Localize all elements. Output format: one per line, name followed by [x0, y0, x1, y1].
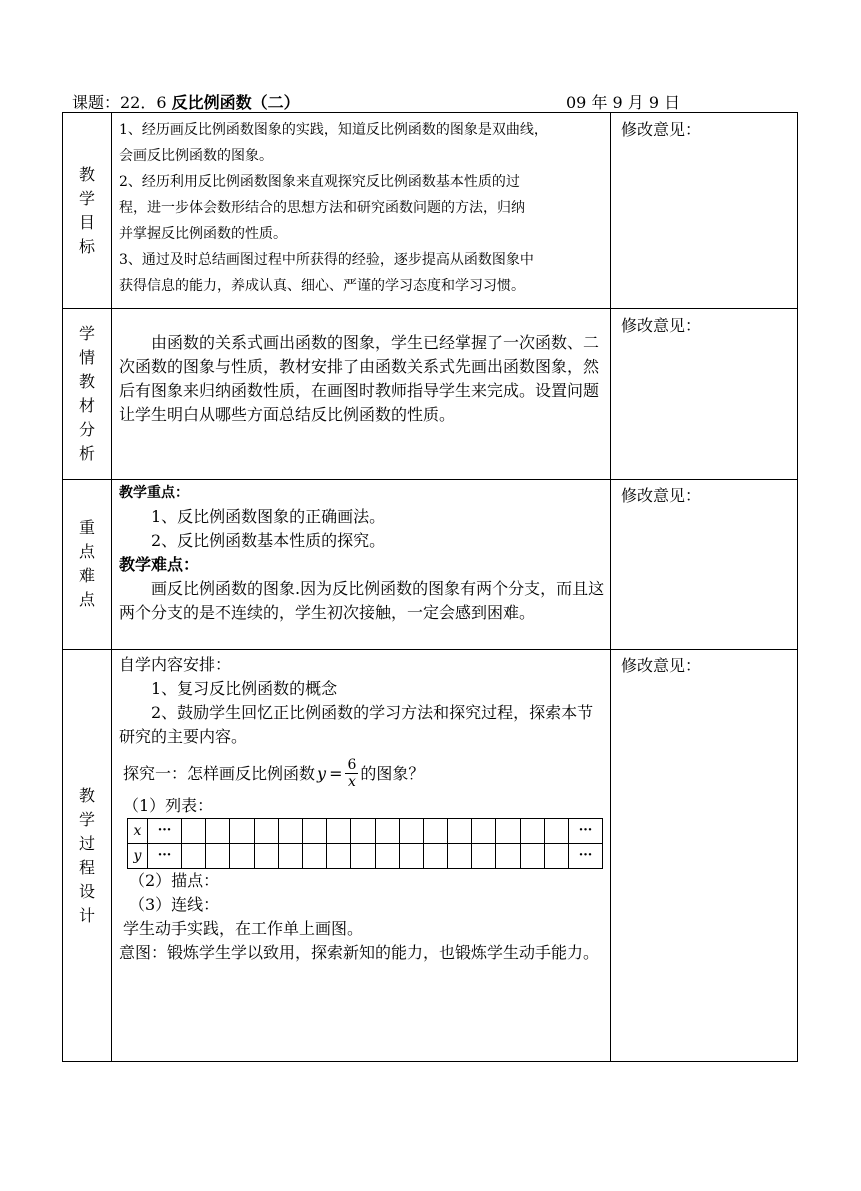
table-row-x	[128, 819, 603, 844]
comment-label-objectives: 修改意见：	[621, 120, 702, 139]
comment-label-key-points: 修改意见：	[621, 486, 702, 505]
table-row-y	[128, 844, 603, 869]
table-cell-x-label: x	[128, 819, 148, 844]
process-item: 1、复习反比例函数的概念	[151, 679, 338, 698]
key-points-content	[119, 481, 607, 625]
lesson-title-main: 反比例函数（二）	[171, 93, 300, 112]
row-label-process: 教 学 过 程 设 计	[78, 786, 95, 925]
table-cell-ellipsis: ···	[569, 844, 603, 869]
key-point-item: 2、反比例函数基本性质的探究。	[151, 531, 386, 550]
column-divider-1	[111, 113, 112, 1061]
row-label-key-points: 重 点 难 点	[78, 518, 95, 609]
process-item: 2、鼓励学生回忆正比例函数的学习方法和探究过程，探索本节研究的主要内容。	[119, 703, 594, 746]
table-cell-y-label: y	[128, 844, 148, 869]
table-cell-ellipsis: ···	[148, 819, 182, 844]
difficulty-heading: 教学难点：	[119, 555, 200, 574]
analysis-content: 由函数的关系式画出函数的图象，学生已经掌握了一次函数、二次函数的图象与性质，教材安排了由函数关系式先画出函数图象，然后有图象来归纳函数性质，在画图时教师指导学生来完成。设置问题让学生明白从哪些方面总结反比例函数的性质。	[119, 333, 600, 424]
comment-label-analysis: 修改意见：	[621, 316, 702, 335]
objectives-content: 1、经历画反比例函数图象的实践，知道反比例函数的图象是双曲线， 会画反比例函数的图象。 2、经历利用反比例函数图象来直观探究反比例函数基本性质的过 程，进一步体会数形结合的思想方法和研究函数问题的方法，归纳 并掌握反比例函数的性质。 3、通过及时总结画图过程中所获得的经验，逐步提高从函数图象中 获得信息的能力，养成认真、细心、严谨的学习态度和学习习惯。	[119, 122, 548, 294]
row-divider-2	[63, 479, 797, 480]
lesson-title: 课题：22．6 反比例函数（二）	[72, 93, 300, 112]
table-cell-ellipsis: ···	[569, 819, 603, 844]
process-content	[119, 653, 607, 965]
lesson-plan-table	[62, 112, 798, 1062]
formula-y-equals-6-over-x: y = $\frac{6}{x}$	[317, 757, 357, 790]
difficulty-text: 画反比例函数的图象.因为反比例函数的图象有两个分支，而且这两个分支的是不连续的，学生初次接触，一定会感到困难。	[119, 579, 605, 622]
value-table	[127, 818, 603, 869]
comment-label-process: 修改意见：	[621, 656, 702, 675]
row-label-objectives: 教 学 目 标	[78, 164, 95, 256]
self-study-heading: 自学内容安排：	[119, 655, 232, 674]
table-cell-ellipsis: ···	[148, 844, 182, 869]
key-points-heading: 教学重点：	[119, 485, 189, 501]
step-connect-line: （3）连线：	[129, 895, 220, 914]
practice-text: 学生动手实践，在工作单上画图。	[123, 919, 364, 938]
explore-question: 探究一：怎样画反比例函数 y = $\frac{6}{x}$ 的图象？	[123, 757, 425, 790]
column-divider-2	[610, 113, 611, 1061]
key-point-item: 1、反比例函数图象的正确画法。	[151, 507, 386, 526]
lesson-header	[72, 90, 812, 112]
intent-text: 意图：锻炼学生学以致用，探索新知的能力，也锻炼学生动手能力。	[119, 943, 600, 962]
step-plot-points: （2）描点：	[129, 871, 220, 890]
row-divider-1	[63, 308, 797, 309]
step-list-table: （1）列表：	[123, 796, 214, 815]
row-label-analysis: 学 情 教 材 分 析	[78, 323, 95, 463]
row-divider-3	[63, 649, 797, 650]
lesson-date: 09 年 9 月 9 日	[566, 93, 681, 112]
